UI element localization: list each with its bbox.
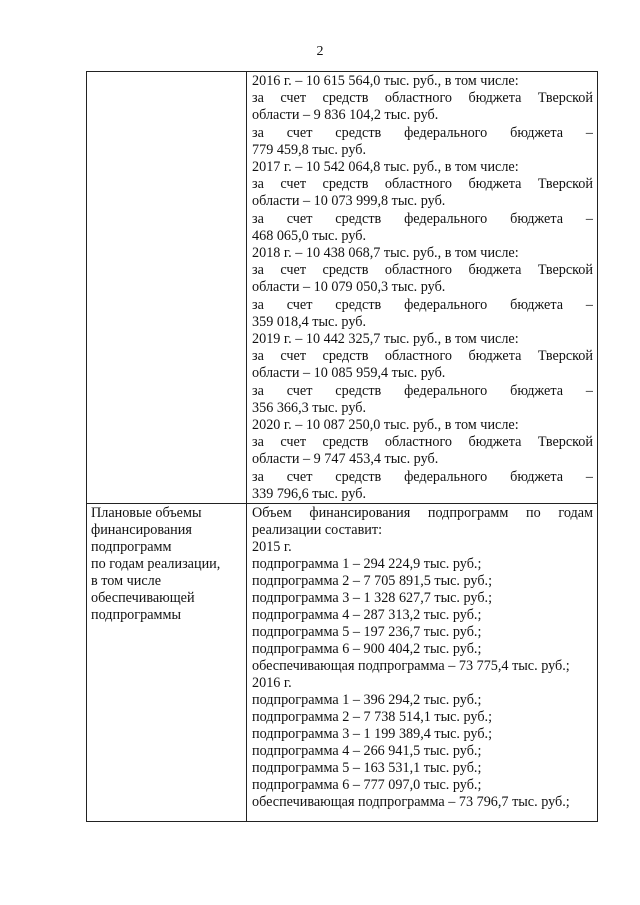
federal-budget-amount: 339 796,6 тыс. руб.	[252, 486, 366, 502]
subprogram-item: подпрограмма 1 – 294 224,9 тыс. руб.;	[252, 556, 482, 572]
year-block-2016	[252, 73, 593, 159]
regional-budget-line: за счет средств областного бюджета Тверской	[252, 348, 593, 364]
regional-budget-amount: области – 10 085 959,4 тыс. руб.	[252, 365, 446, 381]
federal-budget-amount: 359 018,4 тыс. руб.	[252, 314, 366, 330]
subprogram-item: подпрограмма 2 – 7 738 514,1 тыс. руб.;	[252, 709, 493, 725]
subprogram-item: подпрограмма 3 – 1 199 389,4 тыс. руб.;	[252, 726, 493, 742]
federal-budget-line: за счет средств федерального бюджета –	[252, 383, 593, 399]
table-row-annual-funding	[87, 72, 598, 504]
year-block-2019	[252, 331, 593, 417]
row-label-cell	[87, 72, 247, 504]
regional-budget-line: за счет средств областного бюджета Тверской	[252, 90, 593, 106]
regional-budget-amount: области – 9 836 104,2 тыс. руб.	[252, 107, 439, 123]
annual-funding-cell	[247, 72, 598, 504]
year-block-2018	[252, 245, 593, 331]
year-total: 2017 г. – 10 542 064,8 тыс. руб., в том числе:	[252, 159, 519, 175]
regional-budget-line: за счет средств областного бюджета Тверской	[252, 262, 593, 278]
subprogram-year-block-2015	[252, 539, 593, 675]
federal-budget-line: за счет средств федерального бюджета –	[252, 211, 593, 227]
label-line: подпрограмм	[91, 539, 172, 555]
label-line: подпрограммы	[91, 607, 181, 623]
label-line: обеспечивающей	[91, 590, 195, 606]
label-line: в том числе	[91, 573, 162, 589]
year-total: 2018 г. – 10 438 068,7 тыс. руб., в том числе:	[252, 245, 519, 261]
funding-intro: Объем финансирования подпрограмм по годам реализации составит:	[252, 505, 593, 538]
regional-budget-amount: области – 10 079 050,3 тыс. руб.	[252, 279, 446, 295]
regional-budget-amount: области – 9 747 453,4 тыс. руб.	[252, 451, 439, 467]
support-subprogram-item: обеспечивающая подпрограмма – 73 775,4 тыс. руб.;	[252, 658, 570, 674]
regional-budget-amount: области – 10 073 999,8 тыс. руб.	[252, 193, 446, 209]
year-heading: 2016 г.	[252, 675, 292, 691]
program-funding-table	[86, 71, 598, 822]
subprogram-item: подпрограмма 1 – 396 294,2 тыс. руб.;	[252, 692, 482, 708]
subprogram-funding-cell	[247, 504, 598, 822]
year-total: 2016 г. – 10 615 564,0 тыс. руб., в том числе:	[252, 73, 519, 89]
federal-budget-line: за счет средств федерального бюджета –	[252, 125, 593, 141]
cell-bottom-spacer	[252, 811, 593, 821]
federal-budget-line: за счет средств федерального бюджета –	[252, 469, 593, 485]
label-line: по годам реализации,	[91, 556, 221, 572]
subprogram-item: подпрограмма 4 – 287 313,2 тыс. руб.;	[252, 607, 482, 623]
federal-budget-amount: 356 366,3 тыс. руб.	[252, 400, 366, 416]
regional-budget-line: за счет средств областного бюджета Тверской	[252, 176, 593, 192]
subprogram-year-block-2016	[252, 675, 593, 811]
label-line: Плановые объемы	[91, 505, 202, 521]
year-total: 2019 г. – 10 442 325,7 тыс. руб., в том числе:	[252, 331, 519, 347]
subprogram-item: подпрограмма 5 – 197 236,7 тыс. руб.;	[252, 624, 482, 640]
year-block-2017	[252, 159, 593, 245]
year-block-2020	[252, 417, 593, 503]
federal-budget-amount: 468 065,0 тыс. руб.	[252, 228, 366, 244]
label-line: финансирования	[91, 522, 192, 538]
year-heading: 2015 г.	[252, 539, 292, 555]
subprogram-item: подпрограмма 4 – 266 941,5 тыс. руб.;	[252, 743, 482, 759]
subprogram-item: подпрограмма 2 – 7 705 891,5 тыс. руб.;	[252, 573, 493, 589]
page-number: 2	[316, 44, 324, 59]
subprogram-funding-label-cell	[87, 504, 247, 822]
year-total: 2020 г. – 10 087 250,0 тыс. руб., в том числе:	[252, 417, 519, 433]
subprogram-item: подпрограмма 6 – 777 097,0 тыс. руб.;	[252, 777, 482, 793]
regional-budget-line: за счет средств областного бюджета Тверской	[252, 434, 593, 450]
table-row-subprogram-funding	[87, 504, 598, 822]
federal-budget-line: за счет средств федерального бюджета –	[252, 297, 593, 313]
subprogram-item: подпрограмма 5 – 163 531,1 тыс. руб.;	[252, 760, 482, 776]
support-subprogram-item: обеспечивающая подпрограмма – 73 796,7 тыс. руб.;	[252, 794, 570, 810]
subprogram-item: подпрограмма 3 – 1 328 627,7 тыс. руб.;	[252, 590, 493, 606]
federal-budget-amount: 779 459,8 тыс. руб.	[252, 142, 366, 158]
subprogram-item: подпрограмма 6 – 900 404,2 тыс. руб.;	[252, 641, 482, 657]
